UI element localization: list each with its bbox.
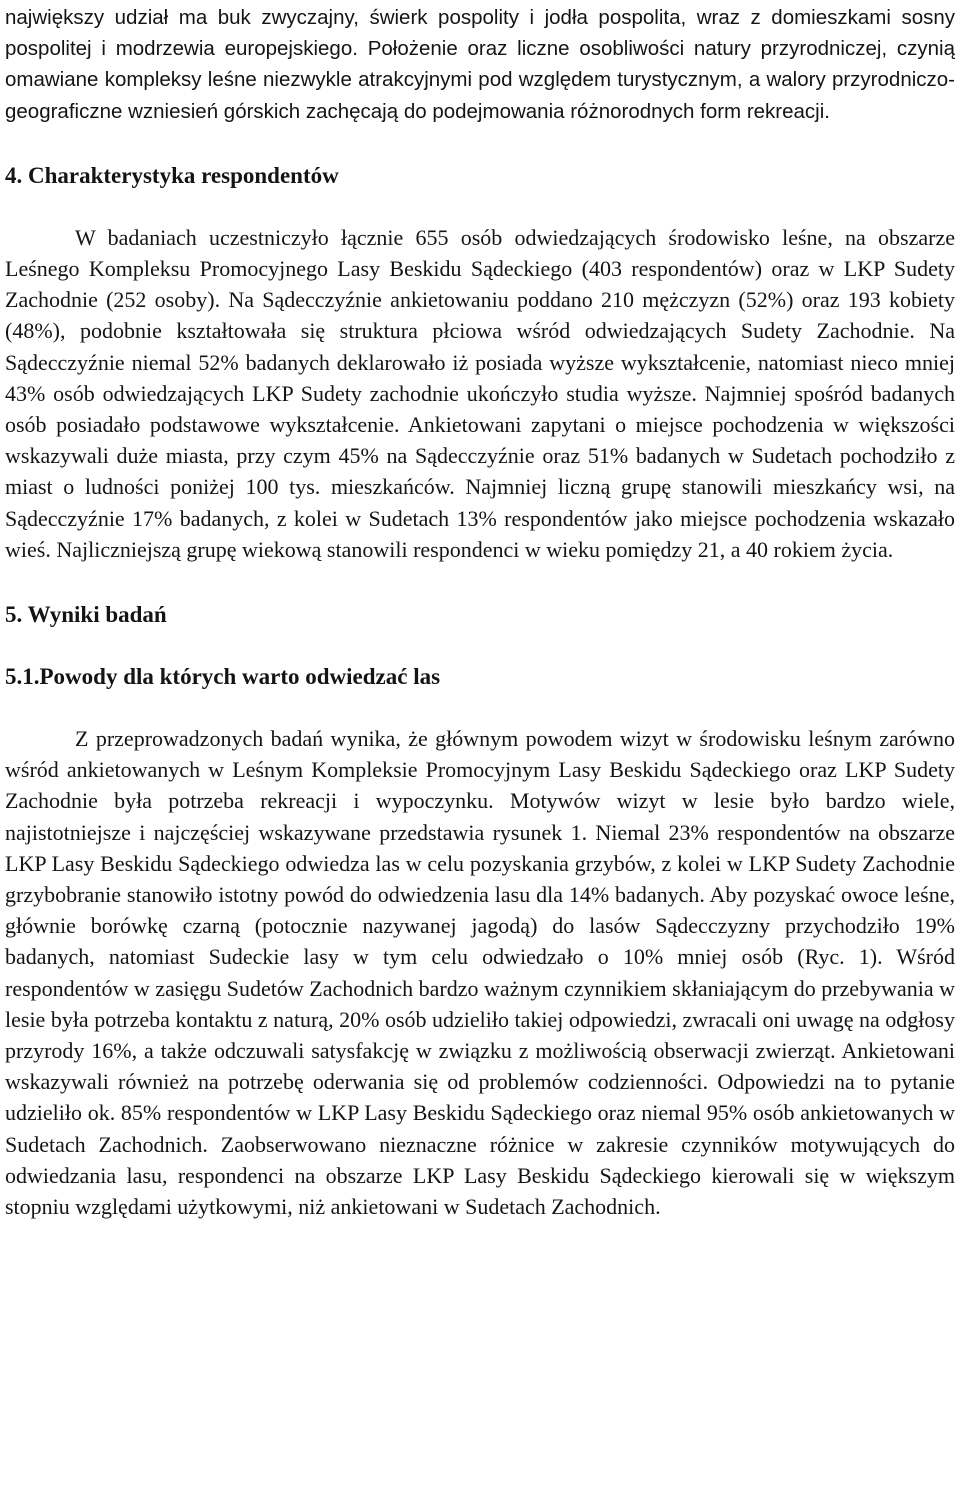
section-4-paragraph: W badaniach uczestniczyło łącznie 655 osób odwiedzających środowisko leśne, na obszarze Leśnego Kompleksu Promocyjnego Lasy Beskidu Sądeckiego (403 respondentów) oraz w LKP Sudety Zachodnie (252 osoby). Na Sądecczyźnie ankietowaniu poddano 210 mężczyzn (52%) oraz 193 kobiety (48%), podobnie kształtowała się struktura płciowa wśród odwiedzających Sudety Zachodnie. Na Sądecczyźnie niemal 52% badanych deklarowało iż posiada wyższe wykształcenie, natomiast nieco mniej 43% osób odwiedzających LKP Sudety zachodnie ukończyło studia wyższe. Najmniej spośród badanych osób posiadało podstawowe wykształcenie. Ankietowani zapytani o miejsce pochodzenia w większości wskazywali duże miasta, przy czym 45% na Sądecczyźnie oraz 51% badanych w Sudetach pochodziło z miast o ludności poniżej 100 tys. mieszkańców. Najmniej liczną grupę stanowili mieszkańcy wsi, na Sądecczyźnie 17% badanych, z kolei w Sudetach 13% respondentów jako miejsce pochodzenia wskazało wieś. Najliczniejszą grupę wiekową stanowili respondenci w wieku pomiędzy 21, a 40 rokiem życia. xyxy=(5,224,955,562)
intro-paragraph: największy udział ma buk zwyczajny, świerk pospolity i jodła pospolita, wraz z domieszkami sosny pospolitej i modrzewia europejskiego. Położenie oraz liczne osobliwości natury przyrodniczej, czynią omawiane kompleksy leśne niezwykle atrakcyjnymi pod względem turystycznym, a walory przyrodniczo-geograficzne wzniesień górskich zachęcają do podejmowania różnorodnych form rekreacji. xyxy=(5,6,955,123)
section-5-1-paragraph: Z przeprowadzonych badań wynika, że głównym powodem wizyt w środowisku leśnym zarówno wśród ankietowanych w Leśnym Kompleksie Promocyjnym Lasy Beskidu Sądeckiego oraz LKP Sudety Zachodnie była potrzeba rekreacji i wypoczynku. Motywów wizyt w lesie było bardzo wiele, najistotniejsze i najczęściej wskazywane przedstawia rysunek 1. Niemal 23% respondentów na obszarze LKP Lasy Beskidu Sądeckiego odwiedza las w celu pozyskania grzybów, z kolei w LKP Sudety Zachodnie grzybobranie stanowiło istotny powód do odwiedzenia lasu dla 14% badanych. Aby pozyskać owoce leśne, głównie borówkę czarną (potocznie nazywanej jagodą) do lasów Sądecczyzny przychodziło 19% badanych, natomiast Sudeckie lasy w tym celu odwiedzało o 10% mniej osób (Ryc. 1). Wśród respondentów w zasięgu Sudetów Zachodnich bardzo ważnym czynnikiem skłaniającym do przebywania w lesie była potrzeba kontaktu z naturą, 20% osób udzieliło takiej odpowiedzi, zwracali oni uwagę na odgłosy przyrody 16%, a także odczuwali satysfakcję w związku z możliwością obserwacji zwierząt. Ankietowani wskazywali również na potrzebę oderwania się od problemów codzienności. Odpowiedzi na to pytanie udzieliło ok. 85% respondentów w LKP Lasy Beskidu Sądeckiego oraz niemal 95% osób ankietowanych w Sudetach Zachodnich. Zaobserwowano nieznaczne różnice w zakresie czynników motywujących do odwiedzania lasu, respondenci na obszarze LKP Lasy Beskidu Sądeckiego kierowali się w większym stopniu względami użytkowymi, niż ankietowani w Sudetach Zachodnich. xyxy=(5,726,955,1220)
document-page xyxy=(5,2,955,1222)
section-4-heading: 4. Charakterystyka respondentów xyxy=(5,162,339,188)
section-5-heading: 5. Wyniki badań xyxy=(5,602,167,628)
section-5-1-heading: 5.1.Powody dla których warto odwiedzać las xyxy=(5,664,441,690)
